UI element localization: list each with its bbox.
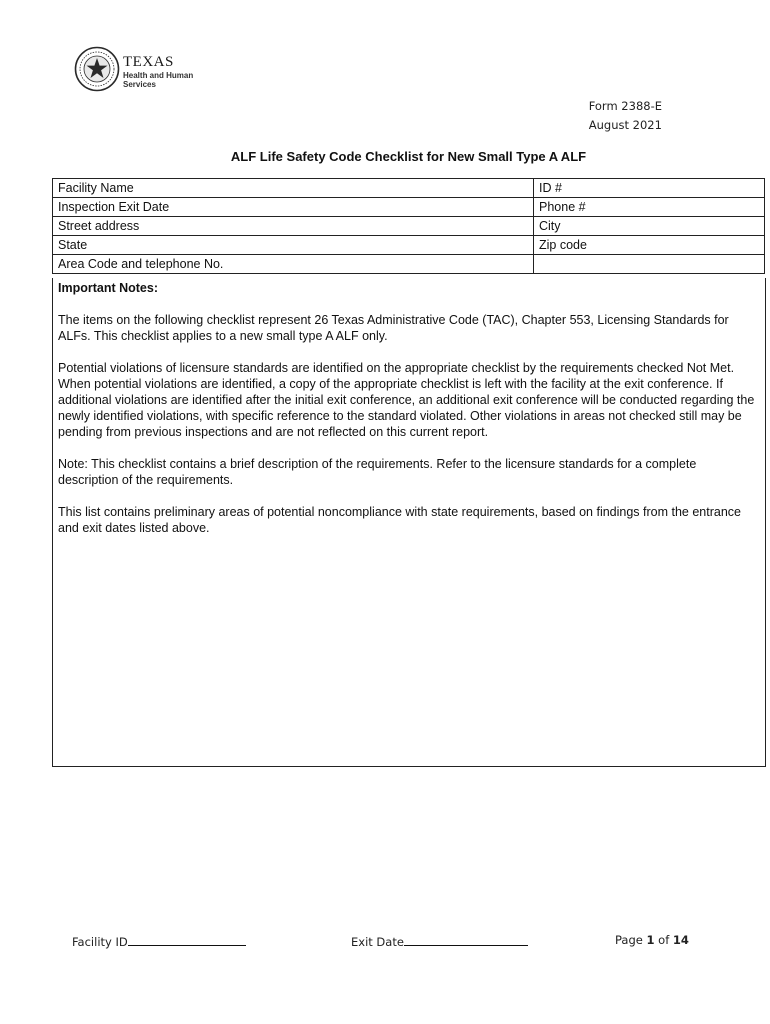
texas-seal-icon <box>74 46 120 92</box>
info-field-label: Zip code <box>534 236 765 255</box>
page-current: 1 <box>646 933 655 947</box>
hhs-logo <box>74 46 224 96</box>
page-of: of <box>658 933 670 947</box>
exit-date-line <box>404 933 528 946</box>
document-title: ALF Life Safety Code Checklist for New Small Type A ALF <box>230 149 587 164</box>
page-number <box>615 933 689 947</box>
info-field-label: ID # <box>534 179 765 198</box>
exit-date-label: Exit Date <box>351 935 404 949</box>
notes-paragraph: Note: This checklist contains a brief description of the requirements. Refer to the licensure standards for a complete description of the requirements. <box>58 457 697 487</box>
form-meta <box>589 97 662 135</box>
info-field-label: Facility Name <box>53 179 534 198</box>
info-field-label: Street address <box>53 217 534 236</box>
logo-subtitle: Health and Human Services <box>123 71 194 89</box>
info-field-label: Phone # <box>534 198 765 217</box>
facility-info-table <box>52 178 765 274</box>
notes-paragraph: This list contains preliminary areas of potential noncompliance with state requirements, based on findings from the entrance and exit dates listed above. <box>58 505 741 535</box>
info-field-label: Area Code and telephone No. <box>53 255 534 274</box>
info-field-label: Inspection Exit Date <box>53 198 534 217</box>
facility-id-label: Facility ID <box>72 935 128 949</box>
form-number: Form 2388-E <box>588 99 662 113</box>
info-table-row <box>53 255 765 274</box>
info-table-row <box>53 236 765 255</box>
footer-facility-id <box>72 933 246 949</box>
info-table-row <box>53 217 765 236</box>
info-field-label: State <box>53 236 534 255</box>
logo-name: TEXAS <box>123 54 174 70</box>
page-total: 14 <box>672 933 689 947</box>
notes-heading: Important Notes: <box>58 281 158 295</box>
facility-id-line <box>128 933 246 946</box>
info-table-row <box>53 198 765 217</box>
important-notes-section <box>52 278 766 767</box>
info-field-label: City <box>534 217 765 236</box>
page-prefix: Page <box>615 933 643 947</box>
footer-exit-date <box>351 933 528 949</box>
notes-paragraph: The items on the following checklist represent 26 Texas Administrative Code (TAC), Chapter 553, Licensing Standards for ALFs. This checklist applies to a new small type A ALF only. <box>58 313 729 343</box>
notes-paragraph: Potential violations of licensure standards are identified on the appropriate checklist by the requirements checked Not Met. When potential violations are identified, a copy of the appropriate checklist is left with the facility at the exit conference. If additional violations are identified after the initial exit conference, an additional exit conference will be conducted regarding the newly identified violations, with specific reference to the standard violated. Other violations in areas not checked still may be pending from previous inspections and are not reflected on this current report. <box>58 361 755 439</box>
info-table-row <box>53 179 765 198</box>
info-field-label <box>534 255 765 274</box>
form-date: August 2021 <box>588 118 662 132</box>
